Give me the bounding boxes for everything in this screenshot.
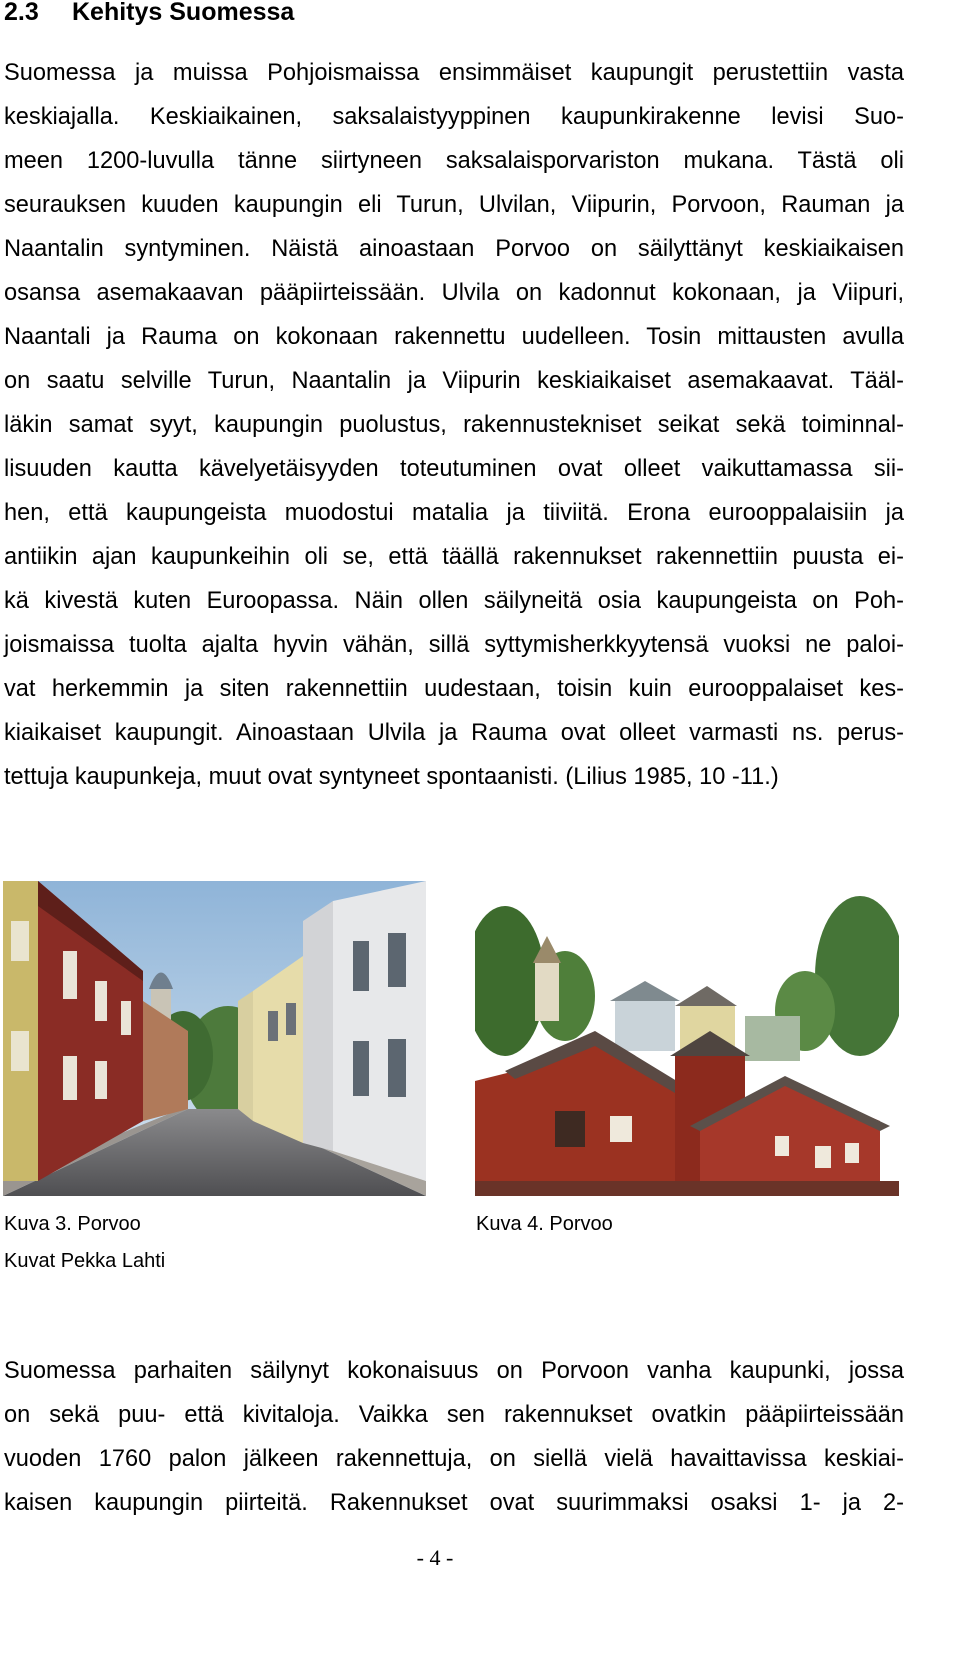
text-line: kiaikaiset kaupungit. Ainoastaan Ulvila ja Rauma ovat olleet varmasti ns. perus- xyxy=(4,720,904,746)
text-line: Naantalin syntyminen. Näistä ainoastaan Porvoo on säilyttänyt keskiaikaisen xyxy=(4,236,904,262)
porvoo-storehouses-image xyxy=(475,881,899,1196)
text-line: on saatu selville Turun, Naantalin ja Viipurin keskiaikaiset asemakaavat. Tääl- xyxy=(4,368,904,394)
text-line: keskiajalla. Keskiaikainen, saksalaistyyppinen kaupunkirakenne levisi Suo- xyxy=(4,104,904,130)
text-line: on sekä puu- että kivitaloja. Vaikka sen rakennukset ovatkin pääpiirteissään xyxy=(4,1402,904,1428)
text-line: vuoden 1760 palon jälkeen rakennettuja, on siellä vielä havaittavissa keskiai- xyxy=(4,1446,904,1472)
text-line: läkin samat syyt, kaupungin puolustus, rakennustekniset seikat sekä toiminnal- xyxy=(4,412,904,438)
text-line: tettuja kaupunkeja, muut ovat syntyneet spontaanisti. (Lilius 1985, 10 -11.) xyxy=(4,764,779,790)
text-line: meen 1200-luvulla tänne siirtyneen saksalaisporvariston mukana. Tästä oli xyxy=(4,148,904,174)
paragraph-porvoo xyxy=(4,1349,904,1525)
porvoo-street-photo xyxy=(3,881,426,1196)
figure-caption-3: Kuva 3. Porvoo xyxy=(4,1213,141,1235)
section-title: Kehitys Suomessa xyxy=(72,0,295,26)
figure-caption-4: Kuva 4. Porvoo xyxy=(476,1213,613,1235)
porvoo-storehouses-photo xyxy=(475,881,899,1196)
porvoo-street-image xyxy=(3,881,426,1196)
page-number: - 4 - xyxy=(416,1545,454,1570)
text-line: Suomessa parhaiten säilynyt kokonaisuus on Porvoon vanha kaupunki, jossa xyxy=(4,1358,904,1384)
text-line: kaisen kaupungin piirteitä. Rakennukset ovat suurimmaksi osaksi 1- ja 2- xyxy=(4,1490,904,1516)
text-line: lisuuden kautta kävelyetäisyyden toteutuminen ovat olleet vaikuttamassa sii- xyxy=(4,456,904,482)
text-line: vat herkemmin ja siten rakennettiin uudestaan, toisin kuin eurooppalaiset kes- xyxy=(4,676,904,702)
text-line: antiikin ajan kaupunkeihin oli se, että täällä rakennukset rakennettiin puusta ei- xyxy=(4,544,904,570)
text-line: kä kivestä kuten Euroopassa. Näin ollen säilyneitä osia kaupungeista on Poh- xyxy=(4,588,904,614)
text-line: osansa asemakaavan pääpiirteissään. Ulvila on kadonnut kokonaan, ja Viipuri, xyxy=(4,280,904,306)
text-line: joismaissa tuolta ajalta hyvin vähän, sillä syttymisherkkyytensä vuoksi ne paloi- xyxy=(4,632,904,658)
text-line: hen, että kaupungeista muodostui matalia ja tiiviitä. Erona eurooppalaisiin ja xyxy=(4,500,904,526)
section-number: 2.3 xyxy=(4,0,39,26)
text-line: Suomessa ja muissa Pohjoismaissa ensimmäiset kaupungit perustettiin vasta xyxy=(4,60,904,86)
photo-credit: Kuvat Pekka Lahti xyxy=(4,1250,166,1272)
text-line: seurauksen kuuden kaupungin eli Turun, Ulvilan, Viipurin, Porvoon, Rauman ja xyxy=(4,192,904,218)
paragraph-intro xyxy=(4,51,904,799)
section-heading xyxy=(4,0,294,30)
text-line: Naantali ja Rauma on kokonaan rakennettu uudelleen. Tosin mittausten avulla xyxy=(4,324,904,350)
